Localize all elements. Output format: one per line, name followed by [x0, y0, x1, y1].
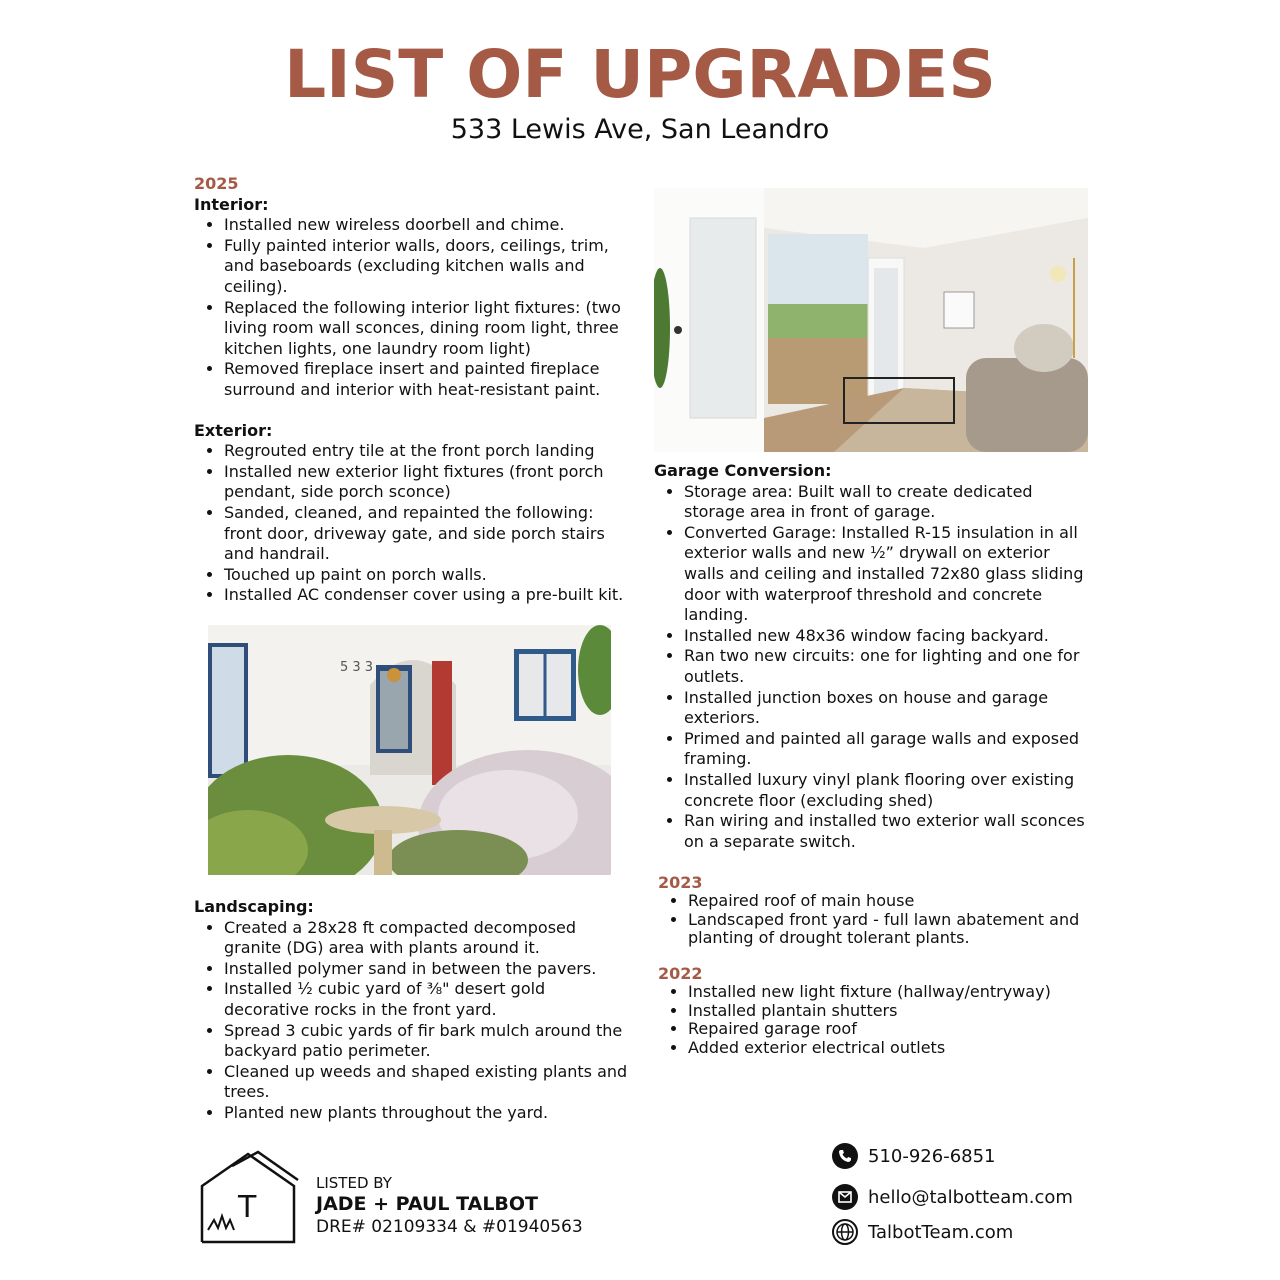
front-house-photo	[208, 625, 611, 875]
listed-by-label: LISTED BY	[316, 1174, 392, 1192]
list-item: • Removed fireplace insert and painted fireplace surround and interior with heat-resistant paint.	[224, 359, 634, 400]
list-item: • Installed plantain shutters	[688, 1002, 1098, 1020]
talbot-logo	[200, 1150, 302, 1244]
landscaping-list	[194, 918, 634, 1124]
list-item: • Converted Garage: Installed R-15 insulation in all exterior walls and new ½” drywall on exterior walls and ceiling and installed 72x80 glass sliding door with waterproof threshold and concrete landing.	[684, 523, 1094, 626]
list-item: • Landscaped front yard - full lawn abatement and planting of drought tolerant plants.	[688, 911, 1098, 948]
logo-letter: T	[238, 1190, 257, 1225]
list-item: • Installed ½ cubic yard of ⅜" desert gold decorative rocks in the front yard.	[224, 979, 634, 1020]
year-2025: 2025	[194, 174, 239, 193]
list-item: • Installed new 48x36 window facing backyard.	[684, 626, 1094, 647]
property-address: 533 Lewis Ave, San Leandro	[450, 114, 830, 145]
list-item: • Installed luxury vinyl plank flooring over existing concrete floor (excluding shed)	[684, 770, 1094, 811]
list-item: • Regrouted entry tile at the front porch landing	[224, 441, 634, 462]
year-2023-list	[658, 892, 1098, 947]
list-item: • Repaired garage roof	[688, 1020, 1098, 1038]
list-item: • Touched up paint on porch walls.	[224, 565, 634, 586]
interior-heading: Interior:	[194, 194, 269, 214]
email-contact[interactable]	[832, 1184, 1073, 1210]
list-item: • Storage area: Built wall to create dedicated storage area in front of garage.	[684, 482, 1094, 523]
exterior-list	[194, 441, 634, 606]
list-item: • Installed AC condenser cover using a pre-built kit.	[224, 585, 634, 606]
dre-numbers: DRE# 02109334 & #01940563	[316, 1217, 583, 1237]
list-item: • Planted new plants throughout the yard.	[224, 1103, 634, 1124]
website-link: TalbotTeam.com	[868, 1221, 1014, 1243]
garage-list	[654, 482, 1094, 853]
list-item: • Ran wiring and installed two exterior wall sconces on a separate switch.	[684, 811, 1094, 852]
list-item: • Installed junction boxes on house and garage exteriors.	[684, 688, 1094, 729]
list-item: • Spread 3 cubic yards of fir bark mulch around the backyard patio perimeter.	[224, 1021, 634, 1062]
email-address: hello@talbotteam.com	[868, 1186, 1073, 1208]
converted-garage-photo	[654, 188, 1088, 452]
right-column	[654, 461, 1094, 852]
list-item: • Fully painted interior walls, doors, ceilings, trim, and baseboards (excluding kitchen walls and ceiling).	[224, 236, 634, 298]
phone-contact[interactable]	[832, 1143, 996, 1169]
list-item: • Installed new exterior light fixtures (front porch pendant, side porch sconce)	[224, 462, 634, 503]
left-column-top	[194, 174, 634, 606]
svg-text:5 3 3: 5 3 3	[340, 660, 374, 675]
landscaping-heading: Landscaping:	[194, 897, 314, 916]
list-item: • Ran two new circuits: one for lighting and one for outlets.	[684, 646, 1094, 687]
year-2022-list	[658, 983, 1098, 1057]
garage-heading: Garage Conversion:	[654, 461, 832, 480]
exterior-heading: Exterior:	[194, 420, 273, 440]
left-column-bottom	[194, 897, 634, 1124]
phone-number: 510-926-6851	[868, 1145, 996, 1167]
list-item: • Created a 28x28 ft compacted decomposed granite (DG) area with plants around it.	[224, 918, 634, 959]
list-item: • Cleaned up weeds and shaped existing plants and trees.	[224, 1062, 634, 1103]
list-item: • Repaired roof of main house	[688, 892, 1098, 910]
agent-names: JADE + PAUL TALBOT	[316, 1193, 539, 1215]
email-icon	[832, 1184, 858, 1210]
list-item: • Installed new light fixture (hallway/entryway)	[688, 983, 1098, 1001]
interior-list	[194, 215, 634, 400]
globe-icon	[832, 1219, 858, 1245]
year-2022: 2022	[658, 964, 703, 983]
list-item: • Replaced the following interior light fixtures: (two living room wall sconces, dining room light, three kitchen lights, one laundry room light)	[224, 298, 634, 360]
website-contact[interactable]	[832, 1219, 1013, 1245]
list-item: • Primed and painted all garage walls and exposed framing.	[684, 729, 1094, 770]
list-item: • Sanded, cleaned, and repainted the following: front door, driveway gate, and side porch stairs and handrail.	[224, 503, 634, 565]
list-item: • Installed new wireless doorbell and chime.	[224, 215, 634, 236]
year-2023: 2023	[658, 873, 703, 892]
page-title: LIST OF UPGRADES	[284, 36, 996, 113]
year-2023-section	[658, 874, 1098, 948]
list-item: • Added exterior electrical outlets	[688, 1039, 1098, 1057]
list-item: • Installed polymer sand in between the pavers.	[224, 959, 634, 980]
phone-icon	[832, 1143, 858, 1169]
year-2022-section	[658, 965, 1098, 1057]
